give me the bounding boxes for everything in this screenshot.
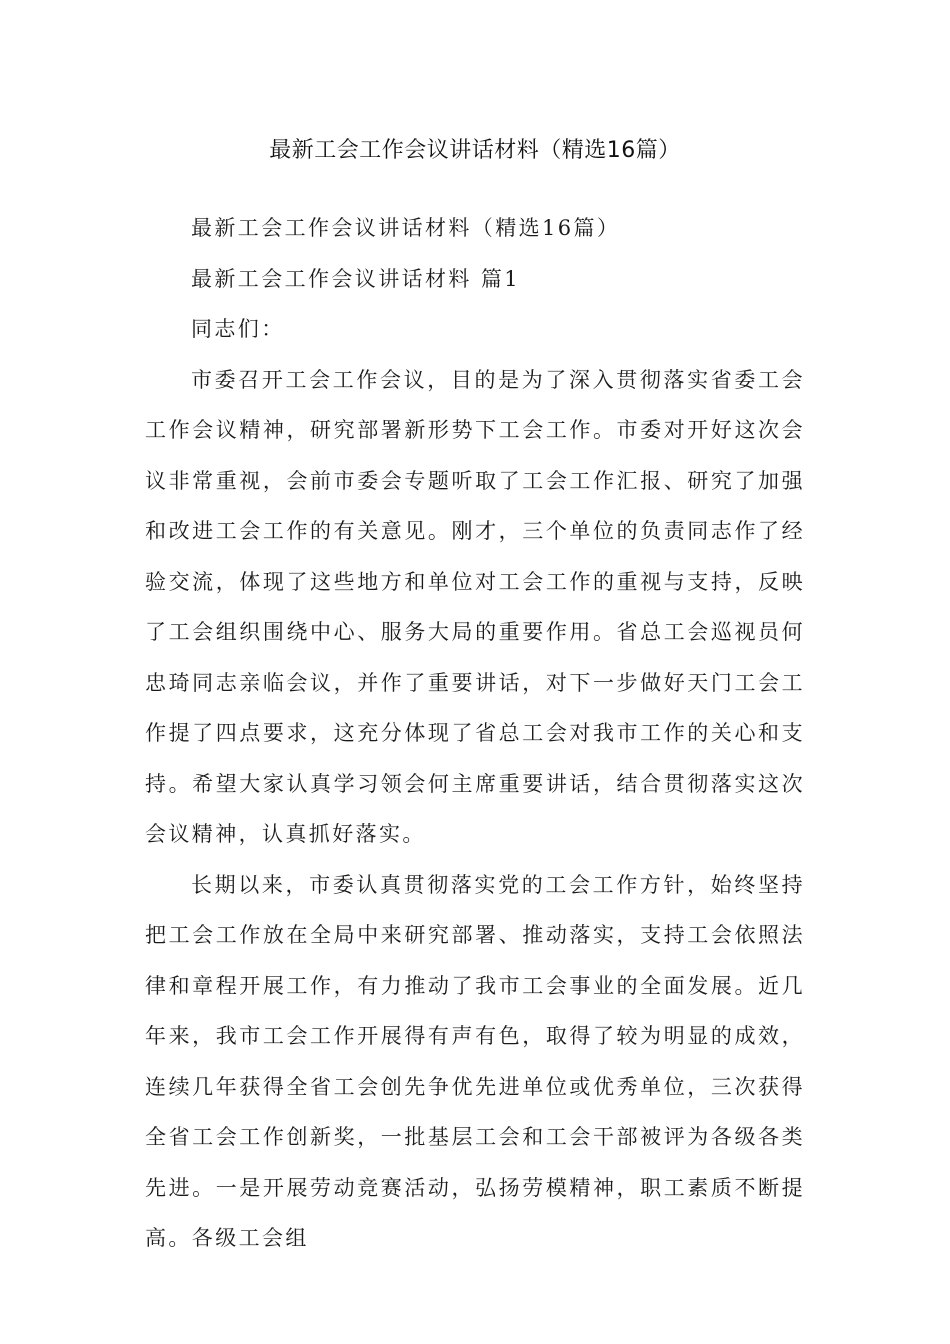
document-body (145, 203, 805, 1264)
body-paragraph-subtitle: 最新工会工作会议讲话材料（精选16篇） (191, 216, 621, 240)
body-paragraph-section-heading: 最新工会工作会议讲话材料 篇1 (191, 266, 521, 291)
body-paragraph: 市委召开工会工作会议，目的是为了深入贯彻落实省委工会工作会议精神，研究部署新形势下工会工作。市委对开好这次会议非常重视，会前市委会专题听取了工会工作汇报、研究了加强和改进工会工作的有关意见。刚才，三个单位的负责同志作了经验交流，体现了这些地方和单位对工会工作的重视与支持，反映了工会组织围绕中心、服务大局的重要作用。省总工会巡视员何忠琦同志亲临会议，并作了重要讲话，对下一步做好天门工会工作提了四点要求，这充分体现了省总工会对我市工作的关心和支持。希望大家认真学习领会何主席重要讲话，结合贯彻落实这次会议精神，认真抓好落实。 (145, 367, 805, 846)
body-paragraph-salutation: 同志们： (191, 317, 285, 341)
document-title: 最新工会工作会议讲话材料（精选16篇） (269, 138, 681, 163)
body-paragraph: 长期以来，市委认真贯彻落实党的工会工作方针，始终坚持把工会工作放在全局中来研究部署、推动落实，支持工会依照法律和章程开展工作，有力推动了我市工会事业的全面发展。近几年来，我市工会工作开展得有声有色，取得了较为明显的成效，连续几年获得全省工会创先争优先进单位或优秀单位，三次获得全省工会工作创新奖，一批基层工会和工会干部被评为各级各类先进。一是开展劳动竞赛活动，弘扬劳模精神，职工素质不断提高。各级工会组 (145, 872, 805, 1250)
